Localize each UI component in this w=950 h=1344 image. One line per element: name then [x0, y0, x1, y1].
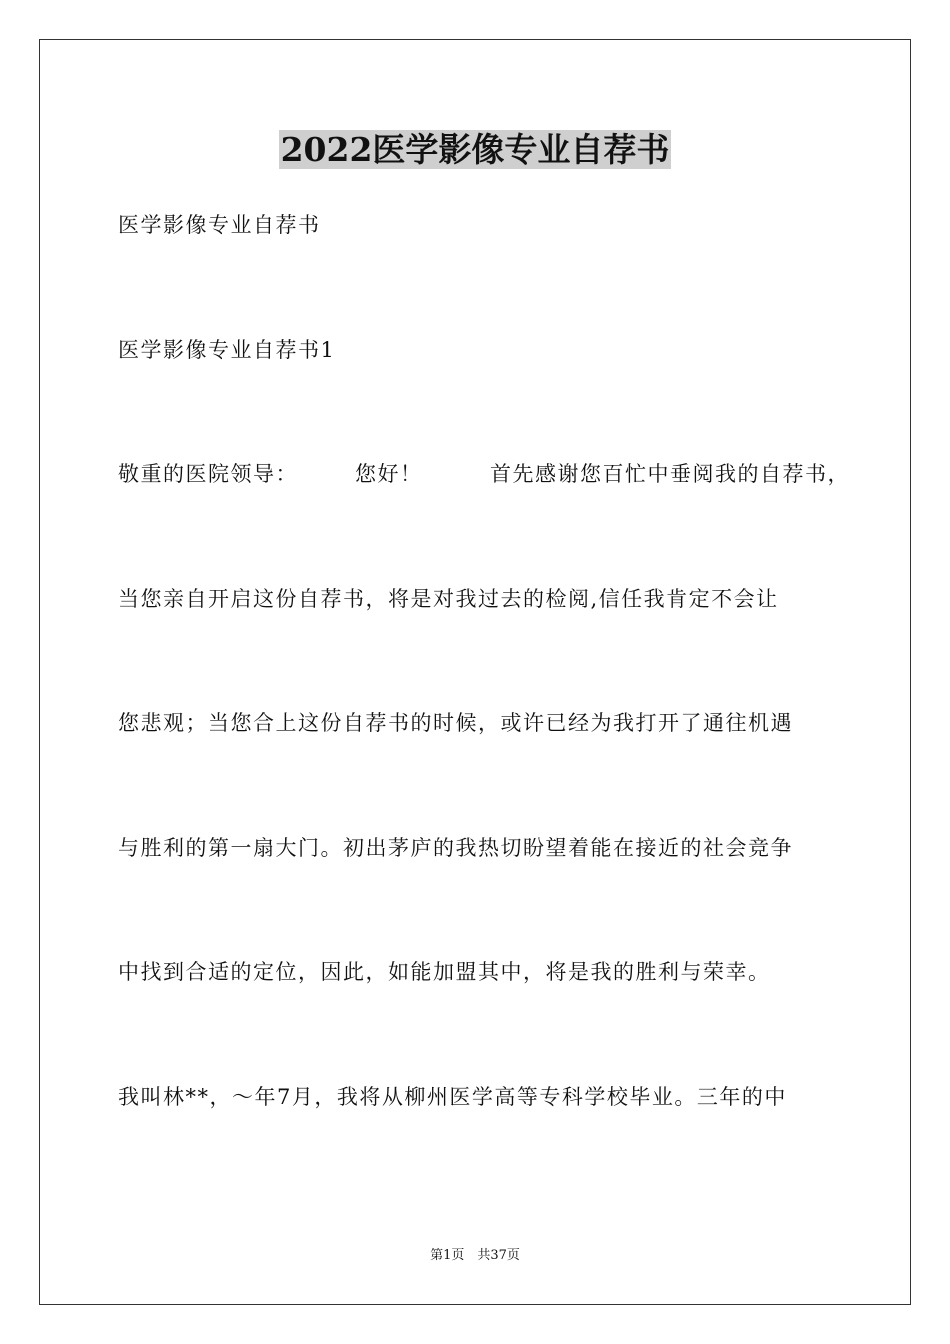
page-footer: 第1页 共37页 [430, 1248, 520, 1263]
body-line-4: 与胜利的第一扇大门。初出茅庐的我热切盼望着能在接近的社会竞争 [118, 836, 793, 860]
body-line-5: 中找到合适的定位，因此，如能加盟其中，将是我的胜利与荣幸。 [118, 960, 771, 984]
body-line-3: 您悲观；当您合上这份自荐书的时候，或许已经为我打开了通往机遇 [118, 711, 793, 735]
body-line-2: 当您亲自开启这份自荐书，将是对我过去的检阅,信任我肯定不会让 [118, 587, 779, 611]
document-title [0, 128, 950, 172]
section-heading: 医学影像专业自荐书1 [118, 338, 336, 362]
subtitle-line: 医学影像专业自荐书 [118, 213, 321, 237]
body-line-1: 敬重的医院领导： 您好！ 首先感谢您百忙中垂阅我的自荐书， [118, 462, 850, 486]
body-line-6: 我叫林**，～年7月，我将从柳州医学高等专科学校毕业。三年的中 [118, 1085, 787, 1109]
document-title-text: 2022医学影像专业自荐书 [280, 130, 670, 169]
